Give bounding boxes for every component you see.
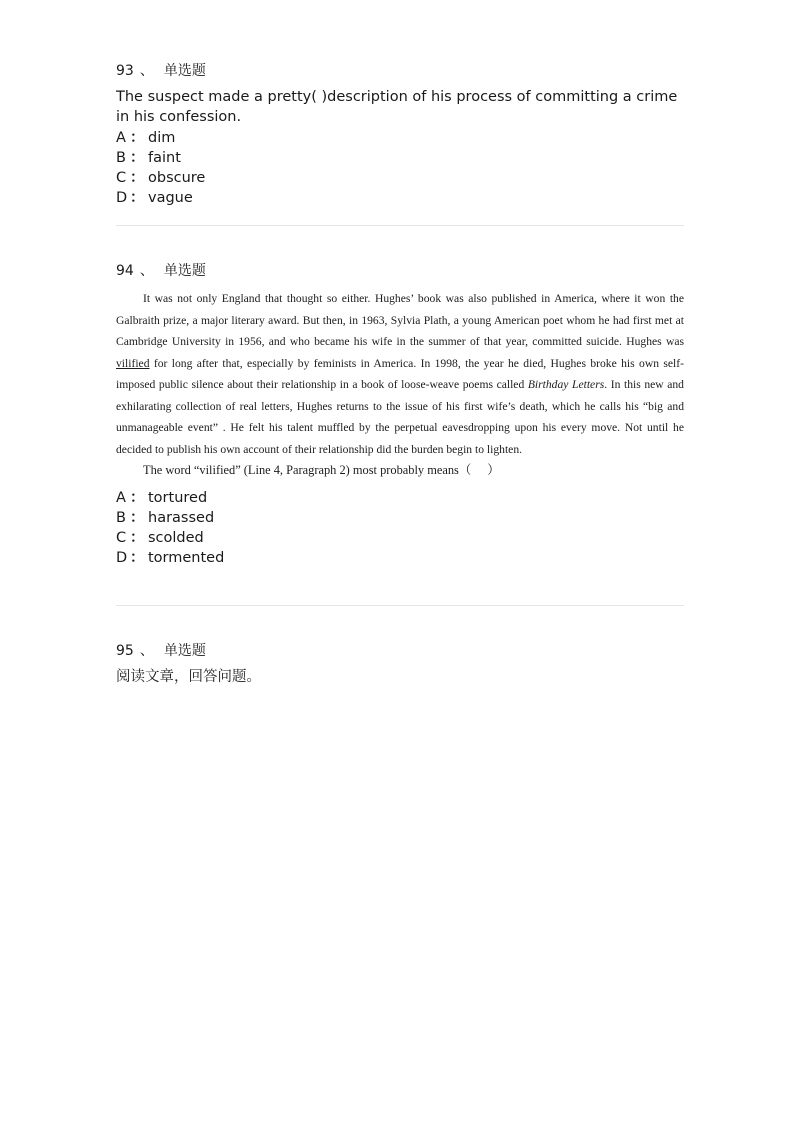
passage-text-part1: It was not only England that thought so either. Hughes’ book was also published in America, where it won the Galbraith prize, a major literary award. But then, in 1963, Sylvia Plath, a young American poet whom he had first met at Cambridge University in 1956, and who became his wife in the summer of that year, committed suicide. Hughes was <box>116 292 684 348</box>
passage-text-part2: for long after that, especially by feminists in America. In 1998, the year he died, Hughes broke his own self-imposed public silence about their relationship in a book of loose-weave poems called <box>116 356 684 391</box>
option-c[interactable] <box>116 528 684 548</box>
option-b[interactable] <box>116 508 684 528</box>
option-text: harassed <box>148 509 215 526</box>
option-a[interactable] <box>116 488 684 508</box>
option-colon: ： <box>130 529 145 546</box>
option-letter: C <box>116 170 127 186</box>
option-text: tormented <box>148 549 225 566</box>
question-separator: 、 <box>139 643 154 659</box>
question-header <box>116 261 684 281</box>
question-type: 单选题 <box>163 643 206 659</box>
option-letter: D <box>116 190 128 206</box>
question-94 <box>116 261 684 568</box>
question-95 <box>116 641 684 687</box>
option-c[interactable] <box>116 168 684 188</box>
question-separator: 、 <box>139 63 154 79</box>
question-divider <box>116 225 684 226</box>
option-text: scolded <box>148 529 204 546</box>
passage-underlined-word: vilified <box>116 356 150 370</box>
question-header <box>116 61 684 81</box>
option-colon: ： <box>130 130 145 146</box>
question-number: 94 <box>116 263 134 279</box>
option-text: vague <box>148 190 193 206</box>
option-text: dim <box>148 130 176 146</box>
question-divider <box>116 605 684 606</box>
question-93 <box>116 61 684 208</box>
option-colon: ： <box>130 190 145 206</box>
option-letter: C <box>116 529 127 546</box>
passage-question-text: The word “vilified” (Line 4, Paragraph 2) most probably means（ <box>143 463 472 477</box>
option-colon: ： <box>130 549 145 566</box>
option-d[interactable] <box>116 188 684 208</box>
option-letter: B <box>116 509 126 526</box>
option-letter: A <box>116 489 126 506</box>
passage-book-title: Birthday Letters <box>527 378 605 391</box>
option-colon: ： <box>130 509 145 526</box>
question-header <box>116 641 684 661</box>
option-d[interactable] <box>116 548 684 568</box>
option-text: faint <box>148 150 181 166</box>
question-type: 单选题 <box>163 63 206 79</box>
option-b[interactable] <box>116 148 684 168</box>
passage-question-end: ） <box>487 463 500 477</box>
option-a[interactable] <box>116 128 684 148</box>
question-separator: 、 <box>139 263 154 279</box>
option-colon: ： <box>130 489 145 506</box>
option-text: tortured <box>148 489 208 506</box>
question-type: 单选题 <box>163 263 206 279</box>
option-text: obscure <box>148 170 206 186</box>
options-list <box>116 488 684 568</box>
option-letter: D <box>116 549 128 566</box>
option-letter: B <box>116 150 126 166</box>
option-colon: ： <box>130 150 145 166</box>
option-colon: ： <box>130 170 145 186</box>
passage-paragraph <box>116 288 684 460</box>
passage-question <box>116 460 684 482</box>
options-list <box>116 128 684 208</box>
question-number: 93 <box>116 63 134 79</box>
option-letter: A <box>116 130 126 146</box>
question-text: 阅读文章，回答问题。 <box>116 669 261 685</box>
question-text: The suspect made a pretty( )description of his process of committing a crime in his confession. <box>116 89 678 125</box>
passage-image <box>116 288 684 482</box>
passage-text-part3: . In this new and exhilarating collection of real letters, Hughes returns to the issue of his first wife’s death, which he calls his “big and unmanageable event” . He felt his talent muffled by the perpetual eavesdropping upon his every move. Not until he decided to publish his own account of their relationship did the burden begin to lighten. <box>116 378 684 456</box>
question-number: 95 <box>116 643 134 659</box>
